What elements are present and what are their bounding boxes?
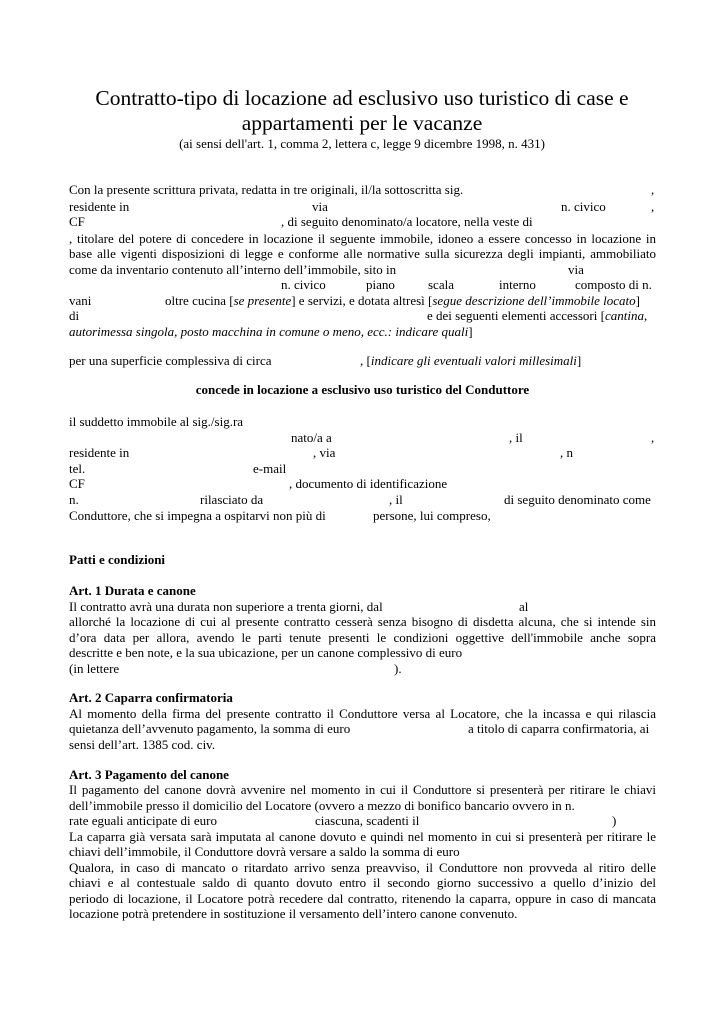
label-piano: piano xyxy=(366,277,395,292)
tenant-line-5 xyxy=(69,476,656,492)
label-tel: tel. xyxy=(69,461,86,476)
intro-comma: , xyxy=(651,182,655,197)
tenant-comma: , xyxy=(651,430,655,445)
art1-text: ). xyxy=(394,661,402,676)
label-nato: nato/a a xyxy=(291,430,332,445)
intro-line-6 xyxy=(69,262,656,278)
document-title xyxy=(60,86,664,136)
title-line-2: appartamenti per le vacanze xyxy=(241,111,483,135)
intro-line-8 xyxy=(69,293,656,309)
label-seguito: di seguito denominato come xyxy=(504,492,651,507)
label-cf: CF xyxy=(69,214,85,229)
label-cf: CF xyxy=(69,476,85,491)
intro-text: , [indicare gli eventuali valori millesimali] xyxy=(360,353,582,368)
label-residente: residente in xyxy=(69,445,130,460)
art3-line-9: locazione potrà pretendere in sostituzione il versamento dell’intero canone convenuto. xyxy=(69,906,518,921)
art1-heading: Art. 1 Durata e canone xyxy=(69,583,196,598)
intro-line-3 xyxy=(69,214,656,230)
label-di: di xyxy=(69,308,80,323)
art1-line-3: d’ora data per allora, avendo le parti tenute presenti le condizioni oggettive dell'immobile anche sopra xyxy=(69,630,656,645)
label-residente: residente in xyxy=(69,199,130,214)
label-vani: vani xyxy=(69,293,92,308)
tenant-line-7 xyxy=(69,508,656,524)
tenant-text: persone, lui compreso, xyxy=(373,508,491,523)
intro-line-2 xyxy=(69,199,656,215)
label-il: , il xyxy=(389,492,403,507)
intro-text: Con la presente scrittura privata, redatta in tre originali, il/la sottoscritta sig. xyxy=(69,182,464,197)
label-documento: , documento di identificazione xyxy=(289,476,448,491)
label-email: e-mail xyxy=(253,461,287,476)
art3-line-6: Qualora, in caso di mancato o ritardato arrivo senza preavviso, il Conduttore non provveda al ritiro delle xyxy=(69,860,656,875)
intro-text: oltre cucina [se presente] e servizi, e dotata altresì [segue descrizione dell’immobile locato] xyxy=(165,293,640,308)
art3-line-5: chiavi dell’immobile, il Conduttore dovrà versare a saldo la somma di euro xyxy=(69,844,460,859)
intro-line-4: , titolare del potere di concedere in locazione il seguente immobile, idoneo a essere concesso in locazione in xyxy=(69,231,656,246)
label-il: , il xyxy=(509,430,523,445)
intro-line-11 xyxy=(69,353,656,369)
title-line-1: Contratto-tipo di locazione ad esclusivo uso turistico di case e xyxy=(95,86,629,110)
art2-line-2 xyxy=(69,721,656,737)
intro-line-1 xyxy=(69,182,656,198)
document-subtitle: (ai sensi dell'art. 1, comma 2, lettera c, legge 9 dicembre 1998, n. 431) xyxy=(179,136,545,151)
art3-text: rate eguali anticipate di euro xyxy=(69,813,217,828)
tenant-line-2 xyxy=(69,430,656,446)
intro-text: come da inventario contenuto all’interno dell’immobile, sito in xyxy=(69,262,397,277)
art3-text: ciascuna, scadenti il xyxy=(315,813,420,828)
intro-comma: , xyxy=(651,199,655,214)
label-via: via xyxy=(312,199,328,214)
intro-text: , di seguito denominato/a locatore, nella veste di xyxy=(281,214,533,229)
tenant-line-4 xyxy=(69,461,656,477)
art3-line-8: periodo di locazione, il Locatore potrà recedere dal contratto, ritenendo la caparra, oppure in caso di mancata xyxy=(69,891,656,906)
art2-text: quietanza dell’avvenuto pagamento, la somma di euro xyxy=(69,721,351,736)
patti-heading: Patti e condizioni xyxy=(69,552,166,567)
art3-line-7: chiavi e al contestuale saldo di quanto dovuto entro il secondo giorno successivo a quello d’inizio del xyxy=(69,875,656,890)
art1-line-2: allorché la locazione di cui al presente contratto cesserà senza bisogno di disdetta alcuna, che si intende sin xyxy=(69,614,656,629)
concede-heading: concede in locazione a esclusivo uso turistico del Conduttore xyxy=(195,382,530,397)
art3-line-1: Il pagamento del canone dovrà avvenire nel momento in cui il Conduttore si presenterà per ritirare le chiavi xyxy=(69,782,656,797)
label-n: , n xyxy=(560,445,573,460)
tenant-text: Conduttore, che si impegna a ospitarvi non più di xyxy=(69,508,326,523)
label-via: via xyxy=(568,262,584,277)
tenant-line-3 xyxy=(69,445,656,461)
intro-line-5: base alle vigenti disposizioni di legge e conforme alle normative sulla sicurezza degli impianti, ammobiliato xyxy=(69,246,656,261)
tenant-line-6 xyxy=(69,492,656,508)
intro-text: per una superficie complessiva di circa xyxy=(69,353,272,368)
art3-line-2: dell’immobile presso il domicilio del Locatore (ovvero a mezzo di bonifico bancario ovvero in n. xyxy=(69,798,575,813)
intro-text: e dei seguenti elementi accessori [cantina, xyxy=(427,308,648,323)
art3-text: ) xyxy=(612,813,617,828)
intro-line-7 xyxy=(69,277,656,293)
art1-line-1 xyxy=(69,599,656,615)
intro-text: autorimessa singola, posto macchina in comune o meno, ecc.: indicare quali] xyxy=(69,324,473,339)
label-civico: n. civico xyxy=(281,277,326,292)
art2-line-3: sensi dell’art. 1385 cod. civ. xyxy=(69,737,216,752)
art3-line-4: La caparra già versata sarà imputata al canone dovuto e quindi nel momento in cui si presenterà per ritirare le xyxy=(69,829,656,844)
art2-heading: Art. 2 Caparra confirmatoria xyxy=(69,690,233,705)
art3-heading: Art. 3 Pagamento del canone xyxy=(69,767,229,782)
label-via: , via xyxy=(313,445,336,460)
label-civico: n. civico xyxy=(561,199,606,214)
art3-line-3 xyxy=(69,813,656,829)
label-rilasciato: rilasciato da xyxy=(200,492,264,507)
label-al: al xyxy=(519,599,529,614)
label-interno: interno xyxy=(499,277,536,292)
art2-line-1: Al momento della firma del presente contratto il Conduttore versa al Locatore, che la incassa e qui rilascia xyxy=(69,706,656,721)
art1-text: Il contratto avrà una durata non superiore a trenta giorni, dal xyxy=(69,599,383,614)
intro-line-10 xyxy=(69,324,656,340)
label-scala: scala xyxy=(428,277,454,292)
tenant-line-1: il suddetto immobile al sig./sig.ra xyxy=(69,414,244,429)
art1-text: (in lettere xyxy=(69,661,120,676)
art1-line-5 xyxy=(69,661,656,677)
intro-line-9 xyxy=(69,308,656,324)
label-composto: composto di n. xyxy=(575,277,652,292)
label-n: n. xyxy=(69,492,79,507)
art2-text: a titolo di caparra confirmatoria, ai xyxy=(468,721,650,736)
art1-line-4: descritte e ben note, e la sua ubicazione, per un canone complessivo di euro xyxy=(69,645,463,660)
